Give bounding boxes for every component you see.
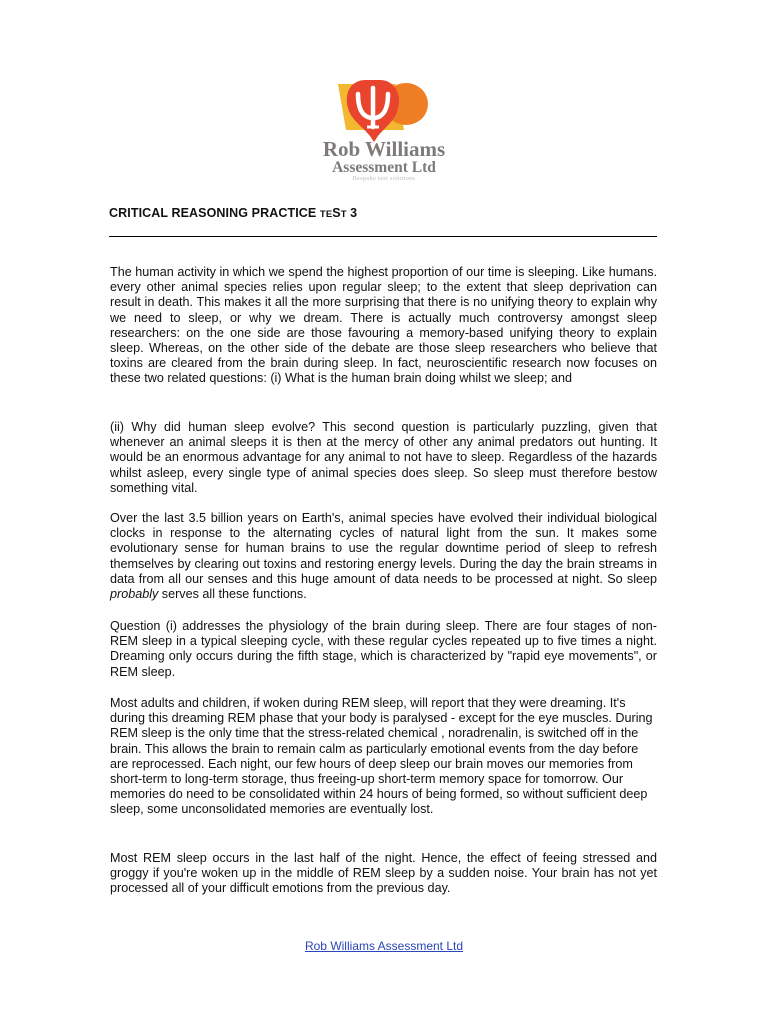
- company-logo: [294, 72, 474, 188]
- footer: [0, 939, 768, 953]
- paragraph-3-italic: probably: [110, 587, 159, 602]
- paragraph-5: Most adults and children, if woken during REM sleep, will report that they were dreaming. It's during this dreaming REM phase that your body is paralysed - except for the eye muscles. During REM sleep is the only time that the stress-related chemical , noradrenalin, is switched off in the brain. This allows the brain to remain calm as particularly emotional events from the day before are reprocessed. Each night, our few hours of deep sleep our brain moves our memories from short-term to long-term storage, thus freeing-up short-term memory space for tomorrow. Our memories do need to be consolidated within 24 hours of being formed, so without sufficient deep sleep, some unconsolidated memories are eventually lost.: [110, 696, 653, 817]
- paragraph-6: Most REM sleep occurs in the last half of the night. Hence, the effect of feeing stressed and groggy if you're woken up in the middle of REM sleep by a sudden noise. Your brain has not yet processed all of your difficult emotions from the previous day.: [110, 851, 657, 896]
- title-small-caps-1: TE: [319, 209, 333, 220]
- paragraph-3-text-b: serves all these functions.: [158, 587, 307, 602]
- paragraph-1: The human activity in which we spend the highest proportion of our time is sleeping. Like humans. every other animal species relies upon regular sleep; to the extent that sleep deprivation can result in death. This makes it all the more surprising that there is no unifying theory to explain why we need to sleep, or why we dream. There is actually much controversy amongst sleep researchers: on the one side are those favouring a memory-based unifying theory to explain sleep. Whereas, on the other side of the debate are those sleep researchers who believe that toxins are cleared from the brain during sleep. In fact, neuroscientific research now focuses on these two related questions: (i) What is the human brain doing whilst we sleep; and: [110, 265, 657, 386]
- paragraph-3: [110, 511, 657, 602]
- footer-company-link[interactable]: Rob Williams Assessment Ltd: [304, 939, 464, 953]
- logo-company-line1: Rob Williams: [322, 137, 446, 161]
- title-small-caps-2: T: [340, 209, 347, 220]
- title-number: 3: [346, 206, 358, 220]
- logo-company-line2: Assessment Ltd: [332, 159, 436, 176]
- title-divider: [109, 236, 657, 237]
- logo-tagline: Bespoke test solutions: [352, 176, 416, 182]
- paragraph-2: (ii) Why did human sleep evolve? This second question is particularly puzzling, given that whenever an animal sleeps it is then at the mercy of other any animal predators out hunting. It would be an enormous advantage for any animal to not have to sleep. Regardless of the hazards whilst asleep, every single type of animal species does sleep. So sleep must therefore bestow something vital.: [110, 420, 657, 495]
- title-s-letter: S: [332, 206, 341, 220]
- paragraph-3-text-a: Over the last 3.5 billion years on Earth's, animal species have evolved their individual biological clocks in response to the alternating cycles of natural light from the sun. It makes some evolutionary sense for human brains to use the regular downtime period of sleep to refresh themselves by clearing out toxins and restoring energy levels. During the day the brain streams in data from all our senses and this huge amount of data needs to be processed at night. So sleep: [110, 511, 657, 586]
- title-main: CRITICAL REASONING PRACTICE: [109, 206, 320, 220]
- paragraph-4: Question (i) addresses the physiology of the brain during sleep. There are four stages of non-REM sleep in a typical sleeping cycle, with these regular cycles repeated up to five times a night. Dreaming only occurs during the fifth stage, which is characterized by "rapid eye movements", or REM sleep.: [110, 619, 657, 679]
- page-title: [109, 206, 357, 220]
- psi-logo-icon: [294, 72, 474, 188]
